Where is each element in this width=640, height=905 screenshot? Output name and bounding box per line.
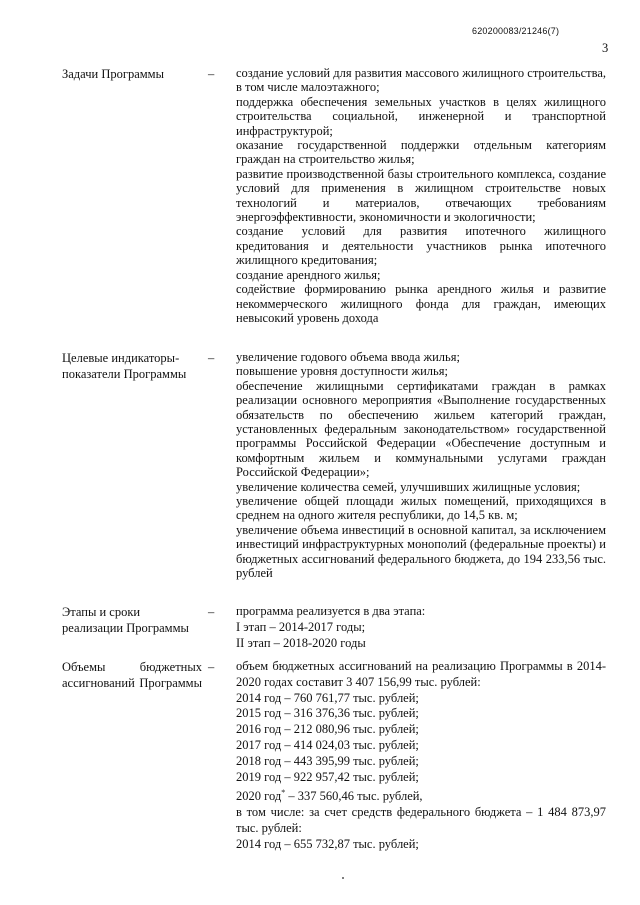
list-item: увеличение количества семей, улучшивших жилищные условия; xyxy=(236,479,581,494)
section-label: Этапы и сроки реализации Программы xyxy=(62,605,189,635)
section-content xyxy=(236,350,606,581)
section-content xyxy=(236,66,606,325)
list-item xyxy=(236,785,606,805)
list-item: 2014 год – 760 761,77 тыс. рублей; xyxy=(236,690,419,705)
document-id: 620200083/21246(7) xyxy=(472,26,560,36)
list-item: увеличение объема инвестиций в основной капитал, за исключением инвестиций инфраструктурных монополий (федеральные проекты) и бюджетных ассигнований федерального бюджета, до 194 233,56 тыс. рублей xyxy=(236,522,606,581)
list-item: 2015 год – 316 376,36 тыс. рублей; xyxy=(236,706,419,721)
list-item: создание условий для развития массового жилищного строительства, в том числе малоэтажного; xyxy=(236,66,606,95)
federal-budget-line: в том числе: за счет средств федерального бюджета – 1 484 873,97 тыс. рублей: xyxy=(236,805,606,836)
list-item: оказание государственной поддержки отдельным категориям граждан на строительство жилья; xyxy=(236,138,606,167)
section-label: Целевые индикаторы-показатели Программы xyxy=(62,351,187,381)
dash: – xyxy=(208,351,215,365)
section-content xyxy=(236,604,606,651)
list-item: 2017 год – 414 024,03 тыс. рублей; xyxy=(236,737,419,752)
footnote-mark: * xyxy=(281,788,286,798)
list-item: обеспечение жилищными сертификатами граждан в рамках реализации основного мероприятия «Выполнение государственных обязательств по обеспечению жильем категорий граждан, установленных федеральным законодательством» государственной программы Российской Федерации «Обеспечение доступным и комфортным жильем и коммунальными услугами граждан Российской Федерации»; xyxy=(236,378,606,480)
section-label: Объемы бюджетных ассигнований Программы xyxy=(62,660,202,690)
list-item: II этап – 2018-2020 годы xyxy=(236,635,366,650)
section-content xyxy=(236,659,606,853)
year-2020-amount: – 337 560,46 тыс. рублей, xyxy=(285,789,423,804)
dash: – xyxy=(208,67,215,81)
list-item: повышение уровня доступности жилья; xyxy=(236,364,448,379)
list-item: 2018 год – 443 395,99 тыс. рублей; xyxy=(236,753,419,768)
list-item: содействие формированию рынка арендного жилья и развитие некоммерческого жилищного фонда для граждан, имеющих невысокий уровень дохода xyxy=(236,282,606,325)
list-item: I этап – 2014-2017 годы; xyxy=(236,619,366,634)
dash: – xyxy=(208,660,215,674)
list-item: поддержка обеспечения земельных участков в целях жилищного строительства социальной, инженерной и транспортной инфраструктурой; xyxy=(236,94,606,138)
list-item: создание условий для развития ипотечного жилищного кредитования и деятельности участников рынка ипотечного жилищного кредитования; xyxy=(236,224,606,268)
list-item: создание арендного жилья; xyxy=(236,267,381,282)
list-item: программа реализуется в два этапа: xyxy=(236,604,426,618)
budget-intro: объем бюджетных ассигнований на реализацию Программы в 2014-2020 годах составит 3 407 156,99 тыс. рублей: xyxy=(236,659,606,689)
scan-speck xyxy=(342,877,344,879)
list-item: увеличение общей площади жилых помещений, приходящихся в среднем на одного жителя республики, до 14,5 кв. м; xyxy=(236,494,606,523)
list-item: 2014 год – 655 732,87 тыс. рублей; xyxy=(236,836,419,851)
list-item: увеличение годового объема ввода жилья; xyxy=(236,350,460,364)
section-label: Задачи Программы xyxy=(62,67,164,81)
dash: – xyxy=(208,605,215,619)
page-number: 3 xyxy=(602,41,609,55)
list-item: 2019 год – 922 957,42 тыс. рублей; xyxy=(236,769,419,784)
year-2020-label: 2020 год xyxy=(236,789,282,804)
list-item: 2016 год – 212 080,96 тыс. рублей; xyxy=(236,722,419,737)
list-item: развитие производственной базы строительного комплекса, создание условий для применения в жилищном строительстве новых технологий и материалов, отвечающих требованиям энергоэффективности, экономичности и экологичности; xyxy=(236,166,606,225)
